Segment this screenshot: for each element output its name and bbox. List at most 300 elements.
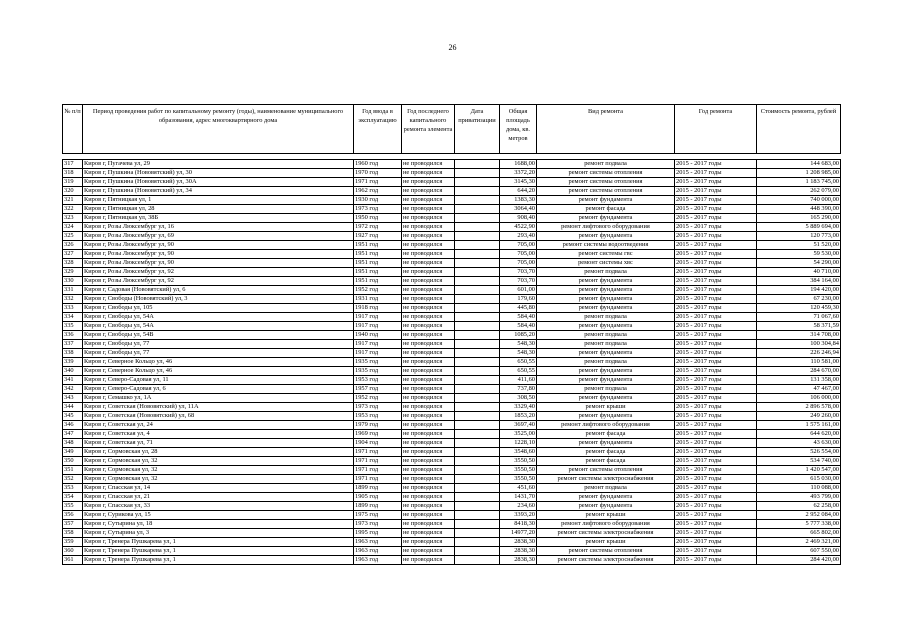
cell-address: Киров г, Пятницкая ул, 28	[83, 205, 354, 214]
cell-year-built: 1951 год	[354, 250, 402, 259]
table-row	[63, 187, 841, 196]
cell-repair-type: ремонт фундамента	[537, 277, 675, 286]
cell-address: Киров г, Советская ул, 71	[83, 439, 354, 448]
cell-last-repair: не проводился	[402, 277, 455, 286]
cell-address: Киров г, Спасская ул, 14	[83, 484, 354, 493]
cell-repair-period: 2015 - 2017 годы	[675, 403, 757, 412]
cell-repair-period: 2015 - 2017 годы	[675, 556, 757, 565]
cell-year-built: 1951 год	[354, 277, 402, 286]
cell-address: Киров г, Сормовская ул, 32	[83, 475, 354, 484]
cell-privatization	[455, 277, 500, 286]
cell-repair-period: 2015 - 2017 годы	[675, 169, 757, 178]
cell-cost: 106 000,00	[757, 394, 841, 403]
cell-repair-period: 2015 - 2017 годы	[675, 439, 757, 448]
cell-last-repair: не проводился	[402, 241, 455, 250]
table-row	[63, 250, 841, 259]
cell-address: Киров г, Советская ул, 4	[83, 430, 354, 439]
cell-address: Киров г, Розы Люксембург ул, 69	[83, 232, 354, 241]
cell-privatization	[455, 268, 500, 277]
cell-repair-type: ремонт фундамента	[537, 286, 675, 295]
cell-area: 1853,20	[500, 412, 537, 421]
cell-repair-type: ремонт фасада	[537, 430, 675, 439]
cell-address: Киров г, Розы Люксембург ул, 90	[83, 250, 354, 259]
cell-repair-period: 2015 - 2017 годы	[675, 511, 757, 520]
cell-last-repair: не проводился	[402, 430, 455, 439]
cell-area: 8418,30	[500, 520, 537, 529]
cell-privatization	[455, 529, 500, 538]
cell-privatization	[455, 196, 500, 205]
cell-repair-period: 2015 - 2017 годы	[675, 223, 757, 232]
cell-last-repair: не проводился	[402, 466, 455, 475]
cell-last-repair: не проводился	[402, 304, 455, 313]
cell-last-repair: не проводился	[402, 448, 455, 457]
cell-cost: 2 896 578,00	[757, 403, 841, 412]
cell-year-built: 1971 год	[354, 466, 402, 475]
cell-cost: 5 777 338,00	[757, 520, 841, 529]
cell-cost: 120 459,30	[757, 304, 841, 313]
cell-last-repair: не проводился	[402, 169, 455, 178]
cell-repair-type: ремонт лифтового оборудования	[537, 223, 675, 232]
cell-area: 3064,40	[500, 205, 537, 214]
cell-year-built: 1930 год	[354, 196, 402, 205]
cell-num: 318	[63, 169, 83, 178]
cell-num: 343	[63, 394, 83, 403]
cell-repair-period: 2015 - 2017 годы	[675, 367, 757, 376]
cell-repair-type: ремонт фундамента	[537, 493, 675, 502]
cell-num: 360	[63, 547, 83, 556]
cell-last-repair: не проводился	[402, 340, 455, 349]
cell-num: 329	[63, 268, 83, 277]
cell-repair-period: 2015 - 2017 годы	[675, 538, 757, 547]
table-row	[63, 475, 841, 484]
cell-last-repair: не проводился	[402, 538, 455, 547]
cell-repair-period: 2015 - 2017 годы	[675, 313, 757, 322]
cell-cost: 120 773,00	[757, 232, 841, 241]
cell-area: 179,60	[500, 295, 537, 304]
cell-repair-period: 2015 - 2017 годы	[675, 475, 757, 484]
cell-repair-type: ремонт системы отопления	[537, 169, 675, 178]
cell-area: 705,00	[500, 250, 537, 259]
cell-year-built: 1917 год	[354, 349, 402, 358]
cell-year-built: 1969 год	[354, 430, 402, 439]
cell-address: Киров г, Спасская ул, 21	[83, 493, 354, 502]
header-repair-type: Вид ремонта	[537, 105, 675, 154]
cell-last-repair: не проводился	[402, 214, 455, 223]
cell-area: 3525,00	[500, 430, 537, 439]
cell-num: 335	[63, 322, 83, 331]
cell-repair-type: ремонт фундамента	[537, 214, 675, 223]
header-area: Общая площадь дома, кв. метров	[500, 105, 537, 154]
cell-privatization	[455, 313, 500, 322]
cell-area: 705,00	[500, 259, 537, 268]
cell-privatization	[455, 502, 500, 511]
cell-year-built: 1950 год	[354, 214, 402, 223]
cell-repair-period: 2015 - 2017 годы	[675, 205, 757, 214]
cell-year-built: 1995 год	[354, 529, 402, 538]
cell-address: Киров г, Свободы ул, 54А	[83, 313, 354, 322]
cell-num: 322	[63, 205, 83, 214]
cell-area: 644,20	[500, 187, 537, 196]
cell-repair-period: 2015 - 2017 годы	[675, 358, 757, 367]
cell-area: 908,40	[500, 214, 537, 223]
cell-num: 340	[63, 367, 83, 376]
cell-repair-type: ремонт системы отопления	[537, 178, 675, 187]
cell-last-repair: не проводился	[402, 502, 455, 511]
table-row	[63, 214, 841, 223]
cell-privatization	[455, 466, 500, 475]
cell-address: Киров г, Свободы (Нововятский) ул, 3	[83, 295, 354, 304]
cell-repair-type: ремонт фундамента	[537, 322, 675, 331]
cell-area: 293,40	[500, 232, 537, 241]
cell-address: Киров г, Северное Кольцо ул, 46	[83, 367, 354, 376]
cell-privatization	[455, 187, 500, 196]
cell-area: 1383,30	[500, 196, 537, 205]
cell-repair-type: ремонт системы гвс	[537, 250, 675, 259]
cell-repair-period: 2015 - 2017 годы	[675, 322, 757, 331]
cell-cost: 58 371,59	[757, 322, 841, 331]
cell-area: 1228,10	[500, 439, 537, 448]
cell-privatization	[455, 511, 500, 520]
cell-num: 321	[63, 196, 83, 205]
cell-address: Киров г, Северо-Садовая ул, 11	[83, 376, 354, 385]
cell-last-repair: не проводился	[402, 358, 455, 367]
cell-privatization	[455, 286, 500, 295]
cell-last-repair: не проводился	[402, 322, 455, 331]
cell-cost: 59 530,00	[757, 250, 841, 259]
table-row	[63, 439, 841, 448]
header-repair-period: Год ремонта	[675, 105, 757, 154]
cell-cost: 740 000,00	[757, 196, 841, 205]
cell-area: 3548,60	[500, 448, 537, 457]
cell-repair-period: 2015 - 2017 годы	[675, 232, 757, 241]
cell-repair-period: 2015 - 2017 годы	[675, 385, 757, 394]
cell-repair-period: 2015 - 2017 годы	[675, 250, 757, 259]
cell-area: 3550,50	[500, 475, 537, 484]
cell-repair-type: ремонт крыши	[537, 403, 675, 412]
cell-year-built: 1917 год	[354, 322, 402, 331]
table-row	[63, 259, 841, 268]
cell-repair-type: ремонт фундамента	[537, 367, 675, 376]
cell-repair-period: 2015 - 2017 годы	[675, 502, 757, 511]
cell-repair-period: 2015 - 2017 годы	[675, 457, 757, 466]
cell-cost: 534 740,00	[757, 457, 841, 466]
header-last-repair: Год последнего капитального ремонта элемента	[402, 105, 455, 154]
cell-year-built: 1917 год	[354, 340, 402, 349]
cell-repair-type: ремонт системы отопления	[537, 466, 675, 475]
cell-cost: 314 708,00	[757, 331, 841, 340]
cell-cost: 665 802,00	[757, 529, 841, 538]
cell-last-repair: не проводился	[402, 313, 455, 322]
cell-repair-type: ремонт фасада	[537, 448, 675, 457]
cell-privatization	[455, 430, 500, 439]
cell-privatization	[455, 160, 500, 169]
cell-cost: 100 304,84	[757, 340, 841, 349]
cell-year-built: 1940 год	[354, 331, 402, 340]
cell-repair-type: ремонт подвала	[537, 385, 675, 394]
cell-cost: 71 067,60	[757, 313, 841, 322]
cell-privatization	[455, 538, 500, 547]
cell-privatization	[455, 295, 500, 304]
table-row	[63, 520, 841, 529]
cell-repair-type: ремонт фундамента	[537, 304, 675, 313]
cell-year-built: 1975 год	[354, 511, 402, 520]
cell-repair-type: ремонт крыши	[537, 538, 675, 547]
cell-repair-type: ремонт фундамента	[537, 295, 675, 304]
cell-address: Киров г, Свободы ул, 54В	[83, 331, 354, 340]
cell-repair-period: 2015 - 2017 годы	[675, 196, 757, 205]
cell-cost: 644 620,00	[757, 430, 841, 439]
cell-num: 352	[63, 475, 83, 484]
cell-year-built: 1971 год	[354, 178, 402, 187]
cell-privatization	[455, 349, 500, 358]
cell-address: Киров г, Пушкина (Нововятский) ул, 30	[83, 169, 354, 178]
cell-last-repair: не проводился	[402, 178, 455, 187]
cell-address: Киров г, Садовая (Нововятский) ул, 6	[83, 286, 354, 295]
cell-num: 354	[63, 493, 83, 502]
cell-repair-type: ремонт фундамента	[537, 502, 675, 511]
table-row	[63, 421, 841, 430]
page-number: 26	[448, 43, 457, 52]
cell-cost: 110 088,00	[757, 484, 841, 493]
cell-repair-type: ремонт фундамента	[537, 376, 675, 385]
table-row	[63, 556, 841, 565]
cell-last-repair: не проводился	[402, 556, 455, 565]
header-year: Год ввода в эксплуатацию	[354, 105, 402, 154]
cell-address: Киров г, Сурикова ул, 15	[83, 511, 354, 520]
cell-year-built: 1971 год	[354, 475, 402, 484]
cell-repair-period: 2015 - 2017 годы	[675, 178, 757, 187]
cell-repair-type: ремонт подвала	[537, 358, 675, 367]
cell-area: 3393,20	[500, 511, 537, 520]
cell-year-built: 1904 год	[354, 439, 402, 448]
cell-last-repair: не проводился	[402, 196, 455, 205]
cell-privatization	[455, 457, 500, 466]
table-row	[63, 340, 841, 349]
cell-address: Киров г, Тренера Пушкарева ул, 1	[83, 547, 354, 556]
table-row	[63, 178, 841, 187]
cell-cost: 493 799,00	[757, 493, 841, 502]
cell-repair-type: ремонт подвала	[537, 268, 675, 277]
cell-year-built: 1970 год	[354, 169, 402, 178]
cell-num: 327	[63, 250, 83, 259]
cell-address: Киров г, Сормовская ул, 32	[83, 466, 354, 475]
table-row	[63, 232, 841, 241]
cell-area: 548,30	[500, 340, 537, 349]
cell-privatization	[455, 403, 500, 412]
cell-year-built: 1963 год	[354, 547, 402, 556]
cell-cost: 110 581,00	[757, 358, 841, 367]
cell-year-built: 1927 год	[354, 232, 402, 241]
cell-cost: 1 420 547,00	[757, 466, 841, 475]
cell-year-built: 1953 год	[354, 412, 402, 421]
table-row	[63, 547, 841, 556]
cell-area: 705,00	[500, 241, 537, 250]
cell-num: 345	[63, 412, 83, 421]
cell-num: 334	[63, 313, 83, 322]
cell-repair-period: 2015 - 2017 годы	[675, 421, 757, 430]
table-row	[63, 358, 841, 367]
cell-address: Киров г, Советская (Нововятский) ул, 11А	[83, 403, 354, 412]
cell-num: 341	[63, 376, 83, 385]
table-row	[63, 430, 841, 439]
cell-area: 2838,30	[500, 556, 537, 565]
cell-cost: 284 670,00	[757, 367, 841, 376]
cell-num: 359	[63, 538, 83, 547]
cell-last-repair: не проводился	[402, 439, 455, 448]
cell-privatization	[455, 484, 500, 493]
cell-privatization	[455, 223, 500, 232]
cell-repair-type: ремонт подвала	[537, 313, 675, 322]
cell-year-built: 1931 год	[354, 295, 402, 304]
cell-address: Киров г, Розы Люксембург ул, 92	[83, 268, 354, 277]
cell-cost: 47 467,00	[757, 385, 841, 394]
cell-address: Киров г, Розы Люксембург ул, 92	[83, 277, 354, 286]
cell-repair-period: 2015 - 2017 годы	[675, 187, 757, 196]
table-row	[63, 529, 841, 538]
cell-repair-type: ремонт фундамента	[537, 439, 675, 448]
table-row	[63, 538, 841, 547]
cell-address: Киров г, Свободы ул, 77	[83, 349, 354, 358]
cell-area: 3372,20	[500, 169, 537, 178]
cell-year-built: 1899 год	[354, 502, 402, 511]
cell-area: 703,70	[500, 277, 537, 286]
cell-repair-type: ремонт системы электроснабжения	[537, 556, 675, 565]
cell-num: 331	[63, 286, 83, 295]
table-row	[63, 322, 841, 331]
cell-cost: 607 550,00	[757, 547, 841, 556]
header-name: Период проведения работ по капитальному ремонту (годы), наименование муниципального образования, адрес многоквартирного дома	[83, 105, 354, 154]
cell-address: Киров г, Пушкина (Нововятский) ул, 30А	[83, 178, 354, 187]
table-body	[63, 160, 841, 565]
cell-last-repair: не проводился	[402, 412, 455, 421]
cell-repair-period: 2015 - 2017 годы	[675, 304, 757, 313]
cell-repair-type: ремонт фундамента	[537, 196, 675, 205]
cell-last-repair: не проводился	[402, 385, 455, 394]
cell-repair-type: ремонт подвала	[537, 484, 675, 493]
cell-address: Киров г, Спасская ул, 33	[83, 502, 354, 511]
cell-area: 4522,90	[500, 223, 537, 232]
table-row	[63, 385, 841, 394]
cell-last-repair: не проводился	[402, 295, 455, 304]
table-header-row	[63, 105, 841, 154]
cell-area: 601,00	[500, 286, 537, 295]
cell-repair-period: 2015 - 2017 годы	[675, 340, 757, 349]
cell-year-built: 1973 год	[354, 403, 402, 412]
cell-year-built: 1935 год	[354, 367, 402, 376]
cell-address: Киров г, Советская ул, 24	[83, 421, 354, 430]
cell-privatization	[455, 340, 500, 349]
cell-privatization	[455, 178, 500, 187]
cell-num: 342	[63, 385, 83, 394]
cell-address: Киров г, Свободы ул, 54А	[83, 322, 354, 331]
cell-num: 326	[63, 241, 83, 250]
cell-area: 451,60	[500, 484, 537, 493]
cell-repair-type: ремонт фасада	[537, 205, 675, 214]
cell-num: 356	[63, 511, 83, 520]
cell-last-repair: не проводился	[402, 268, 455, 277]
cell-last-repair: не проводился	[402, 421, 455, 430]
cell-num: 346	[63, 421, 83, 430]
cell-cost: 249 260,00	[757, 412, 841, 421]
table-row	[63, 448, 841, 457]
cell-cost: 165 290,00	[757, 214, 841, 223]
cell-repair-period: 2015 - 2017 годы	[675, 349, 757, 358]
cell-last-repair: не проводился	[402, 250, 455, 259]
cell-area: 3550,50	[500, 457, 537, 466]
cell-year-built: 1953 год	[354, 376, 402, 385]
table-row	[63, 205, 841, 214]
cell-address: Киров г, Розы Люксембург ул, 90	[83, 241, 354, 250]
cell-privatization	[455, 304, 500, 313]
cell-privatization	[455, 547, 500, 556]
cell-privatization	[455, 331, 500, 340]
cell-address: Киров г, Розы Люксембург ул, 16	[83, 223, 354, 232]
table-row	[63, 367, 841, 376]
cell-cost: 2 469 321,00	[757, 538, 841, 547]
cell-repair-type: ремонт подвала	[537, 160, 675, 169]
cell-repair-period: 2015 - 2017 годы	[675, 376, 757, 385]
cell-num: 351	[63, 466, 83, 475]
table-row	[63, 241, 841, 250]
cell-num: 357	[63, 520, 83, 529]
cell-repair-period: 2015 - 2017 годы	[675, 277, 757, 286]
capital-repair-table	[62, 104, 841, 565]
cell-num: 325	[63, 232, 83, 241]
cell-last-repair: не проводился	[402, 223, 455, 232]
cell-last-repair: не проводился	[402, 205, 455, 214]
cell-repair-period: 2015 - 2017 годы	[675, 214, 757, 223]
cell-area: 1688,00	[500, 160, 537, 169]
cell-repair-type: ремонт фундамента	[537, 394, 675, 403]
cell-last-repair: не проводился	[402, 232, 455, 241]
cell-address: Киров г, Сутырина ул, 18	[83, 520, 354, 529]
cell-privatization	[455, 421, 500, 430]
cell-repair-period: 2015 - 2017 годы	[675, 484, 757, 493]
cell-area: 548,30	[500, 349, 537, 358]
cell-privatization	[455, 322, 500, 331]
cell-area: 584,40	[500, 313, 537, 322]
cell-num: 339	[63, 358, 83, 367]
cell-num: 330	[63, 277, 83, 286]
cell-repair-period: 2015 - 2017 годы	[675, 286, 757, 295]
cell-area: 411,60	[500, 376, 537, 385]
cell-year-built: 1935 год	[354, 358, 402, 367]
cell-last-repair: не проводился	[402, 457, 455, 466]
cell-area: 14977,20	[500, 529, 537, 538]
cell-year-built: 1957 год	[354, 385, 402, 394]
cell-repair-period: 2015 - 2017 годы	[675, 547, 757, 556]
table-row	[63, 169, 841, 178]
table-row	[63, 349, 841, 358]
cell-privatization	[455, 475, 500, 484]
table-row	[63, 277, 841, 286]
cell-privatization	[455, 214, 500, 223]
cell-cost: 51 520,00	[757, 241, 841, 250]
cell-repair-type: ремонт лифтового оборудования	[537, 421, 675, 430]
table-row	[63, 412, 841, 421]
cell-num: 348	[63, 439, 83, 448]
cell-repair-period: 2015 - 2017 годы	[675, 295, 757, 304]
cell-repair-type: ремонт системы отопления	[537, 187, 675, 196]
cell-num: 333	[63, 304, 83, 313]
cell-cost: 226 246,94	[757, 349, 841, 358]
cell-address: Киров г, Сормовская ул, 28	[83, 448, 354, 457]
cell-cost: 384 164,00	[757, 277, 841, 286]
table-row	[63, 304, 841, 313]
cell-cost: 615 030,00	[757, 475, 841, 484]
cell-last-repair: не проводился	[402, 529, 455, 538]
cell-address: Киров г, Свободы ул, 105	[83, 304, 354, 313]
